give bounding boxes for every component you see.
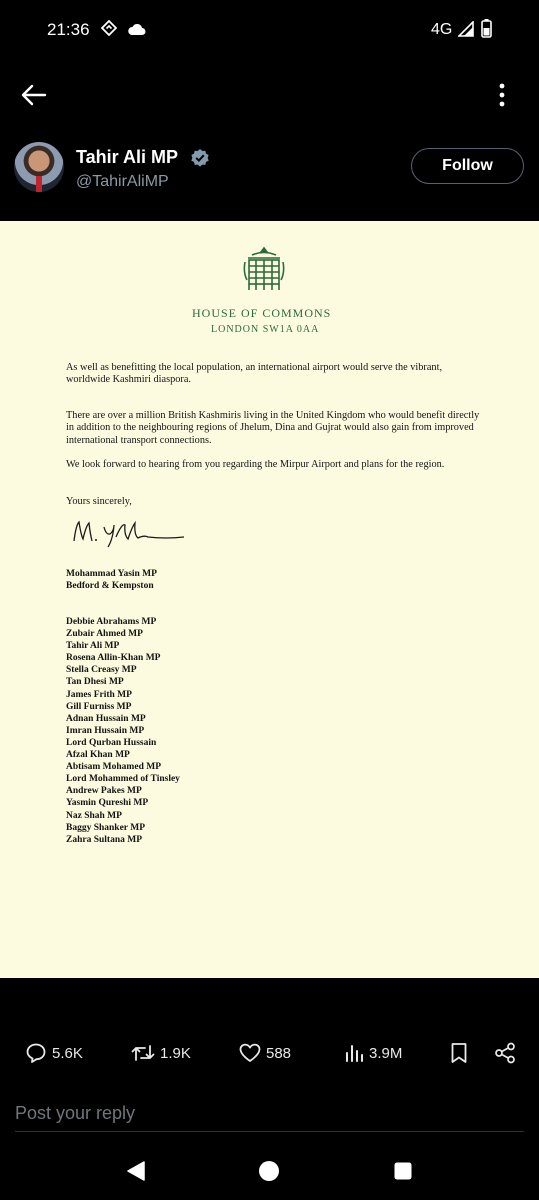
cloud-icon: [127, 23, 146, 41]
signatory-name: Mohammad Yasin MP: [66, 569, 157, 579]
cosignatory: Gill Furniss MP: [66, 701, 132, 712]
views-count: 3.9M: [369, 1044, 403, 1062]
letter-paragraph: We look forward to hearing from you regarding the Mirpur Airport and plans for the region.: [66, 459, 445, 470]
author-name[interactable]: Tahir Ali MP: [76, 147, 179, 167]
network-type: 4G: [431, 21, 453, 38]
battery-icon: [481, 19, 492, 43]
more-options-button[interactable]: [488, 80, 516, 110]
author-handle[interactable]: @TahirAliMP: [76, 173, 169, 190]
status-time: 21:36: [47, 20, 90, 39]
letterhead-title: HOUSE OF COMMONS: [192, 306, 332, 320]
arrow-left-icon: [21, 84, 47, 106]
repost-count: 1.9K: [160, 1044, 191, 1062]
reply-button[interactable]: [25, 1035, 83, 1071]
cosignatory: Baggy Shanker MP: [66, 822, 146, 833]
share-button[interactable]: [494, 1035, 516, 1071]
letterhead-address: LONDON SW1A 0AA: [211, 324, 320, 335]
more-vertical-icon: [499, 83, 505, 107]
cosignatory: Debbie Abrahams MP: [66, 617, 157, 627]
circle-home-icon: [258, 1160, 280, 1182]
cosignatory: Tan Dhesi MP: [66, 677, 124, 688]
letter-paragraph: As well as benefitting the local population, an international airport would serve the vibrant, worldwide Kashmiri diaspora.: [66, 362, 443, 386]
bookmark-button[interactable]: [450, 1035, 468, 1071]
status-bar: [0, 0, 539, 62]
follow-button[interactable]: Follow: [411, 148, 524, 184]
cosignatory: Rosena Allin-Khan MP: [66, 653, 161, 664]
system-nav-bar: [0, 1145, 539, 1200]
avatar[interactable]: [14, 142, 64, 192]
cosignatory-list: [66, 616, 180, 846]
views-button[interactable]: [344, 1035, 402, 1071]
square-recents-icon: [393, 1161, 413, 1181]
triangle-back-icon: [126, 1160, 146, 1182]
views-icon: [344, 1043, 364, 1063]
cosignatory: Zahra Sultana MP: [66, 834, 143, 845]
cosignatory: Imran Hussain MP: [66, 725, 145, 736]
like-button[interactable]: [239, 1035, 291, 1071]
cosignatory: Lord Mohammed of Tinsley: [66, 774, 180, 785]
reply-count: 5.6K: [52, 1044, 83, 1062]
nav-home-button[interactable]: [255, 1157, 283, 1185]
engagement-bar: [0, 1035, 539, 1071]
nav-back-button[interactable]: [122, 1157, 150, 1185]
reply-box: [15, 1098, 524, 1132]
top-bar: [0, 62, 539, 126]
back-button[interactable]: [18, 80, 50, 110]
repost-icon: [131, 1042, 155, 1064]
repost-button[interactable]: [131, 1035, 191, 1071]
nav-recents-button[interactable]: [389, 1157, 417, 1185]
location-icon: [101, 20, 117, 41]
share-icon: [494, 1042, 516, 1064]
cosignatory: Naz Shah MP: [66, 810, 122, 821]
signal-icon: [458, 21, 474, 42]
like-count: 588: [266, 1044, 292, 1062]
cosignatory: Afzal Khan MP: [66, 750, 130, 761]
cosignatory: Lord Qurban Hussain: [66, 737, 157, 748]
cosignatory: Stella Creasy MP: [66, 665, 137, 676]
bookmark-icon: [450, 1042, 468, 1064]
portcullis-crest-icon: [243, 246, 285, 292]
verified-badge-icon[interactable]: [190, 148, 210, 173]
cosignatory: Andrew Pakes MP: [66, 786, 142, 797]
cosignatory: Tahir Ali MP: [66, 641, 120, 652]
letter-image[interactable]: [0, 221, 539, 978]
signatory-constituency: Bedford & Kempston: [66, 581, 154, 591]
cosignatory: Adnan Hussain MP: [66, 713, 146, 724]
cosignatory: James Frith MP: [66, 689, 132, 700]
heart-icon: [239, 1043, 261, 1063]
cosignatory: Abtisam Mohamed MP: [66, 762, 161, 773]
letter-paragraph: There are over a million British Kashmiris living in the United Kingdom who would benefit directly in addition to the neighbouring regions of Jhelum, Dina and Gujrat would also gain from improved international transport connections.: [66, 410, 480, 446]
reply-input[interactable]: [15, 1098, 524, 1128]
post-author: [0, 134, 539, 214]
handwritten-signature: [70, 517, 188, 551]
cosignatory: Yasmin Qureshi MP: [66, 798, 149, 809]
letter-closing: Yours sincerely,: [66, 496, 132, 507]
comment-icon: [25, 1042, 47, 1064]
cosignatory: Zubair Ahmed MP: [66, 629, 143, 640]
